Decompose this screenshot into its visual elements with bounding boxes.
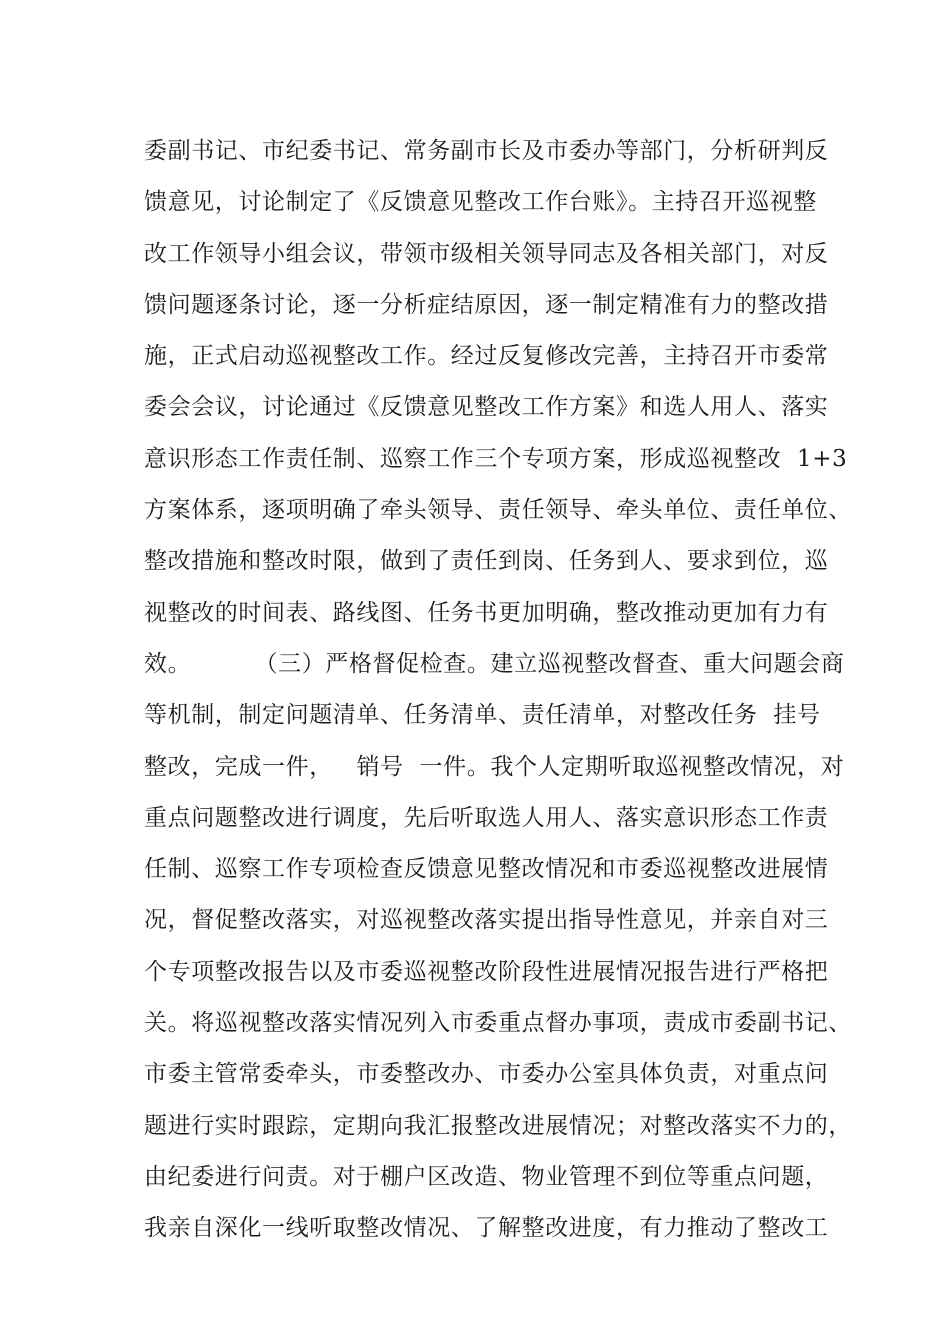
text-line: 况，督促整改落实，对巡视整改落实提出指导性意见，并亲自对三	[144, 907, 829, 934]
text-line: 委副书记、市纪委书记、常务副市长及市委办等部门，分析研判反	[144, 138, 829, 164]
text-line: 委会会议，讨论通过《反馈意见整改工作方案》和选人用人、落实	[144, 394, 829, 421]
text-line: 施，正式启动巡视整改工作。经过反复修改完善，主持召开市委常	[144, 343, 829, 370]
text-line: 馈意见，讨论制定了《反馈意见整改工作台账》。主持召开巡视整	[144, 189, 817, 216]
text-line: 意识形态工作责任制、巡察工作三个专项方案，形成巡视整改 1+3	[144, 445, 848, 472]
text-line: 关。将巡视整改落实情况列入市委重点督办事项，责成市委副书记、	[144, 1010, 852, 1037]
body-text	[144, 126, 852, 1255]
text-line: 等机制，制定问题清单、任务清单、责任清单，对整改任务 挂号	[144, 702, 821, 729]
text-line: 个专项整改报告以及市委巡视整改阶段性进展情况报告进行严格把	[144, 958, 829, 985]
text-line: 馈问题逐条讨论，逐一分析症结原因，逐一制定精准有力的整改措	[144, 291, 829, 318]
text-line: 重点问题整改进行调度，先后听取选人用人、落实意识形态工作责	[144, 804, 829, 831]
text-line: 效。 （三）严格督促检查。建立巡视整改督查、重大问题会商	[144, 650, 845, 677]
text-line: 方案体系，逐项明确了牵头领导、责任领导、牵头单位、责任单位、	[144, 497, 852, 524]
text-line: 视整改的时间表、路线图、任务书更加明确，整改推动更加有力有	[144, 599, 829, 626]
text-line: 改工作领导小组会议，带领市级相关领导同志及各相关部门，对反	[144, 240, 829, 267]
text-line: 题进行实时跟踪，定期向我汇报整改进展情况；对整改落实不力的，	[144, 1112, 852, 1139]
text-line: 由纪委进行问责。对于棚户区改造、物业管理不到位等重点问题，	[144, 1163, 829, 1190]
text-line: 我亲自深化一线听取整改情况、了解整改进度，有力推动了整改工	[144, 1215, 829, 1242]
text-line: 任制、巡察工作专项检查反馈意见整改情况和市委巡视整改进展情	[144, 856, 829, 883]
text-line: 整改措施和整改时限，做到了责任到岗、任务到人、要求到位，巡	[144, 548, 829, 575]
text-line: 整改，完成一件， 销号 一件。我个人定期听取巡视整改情况，对	[144, 753, 845, 780]
text-line: 市委主管常委牵头，市委整改办、市委办公室具体负责，对重点问	[144, 1061, 829, 1088]
